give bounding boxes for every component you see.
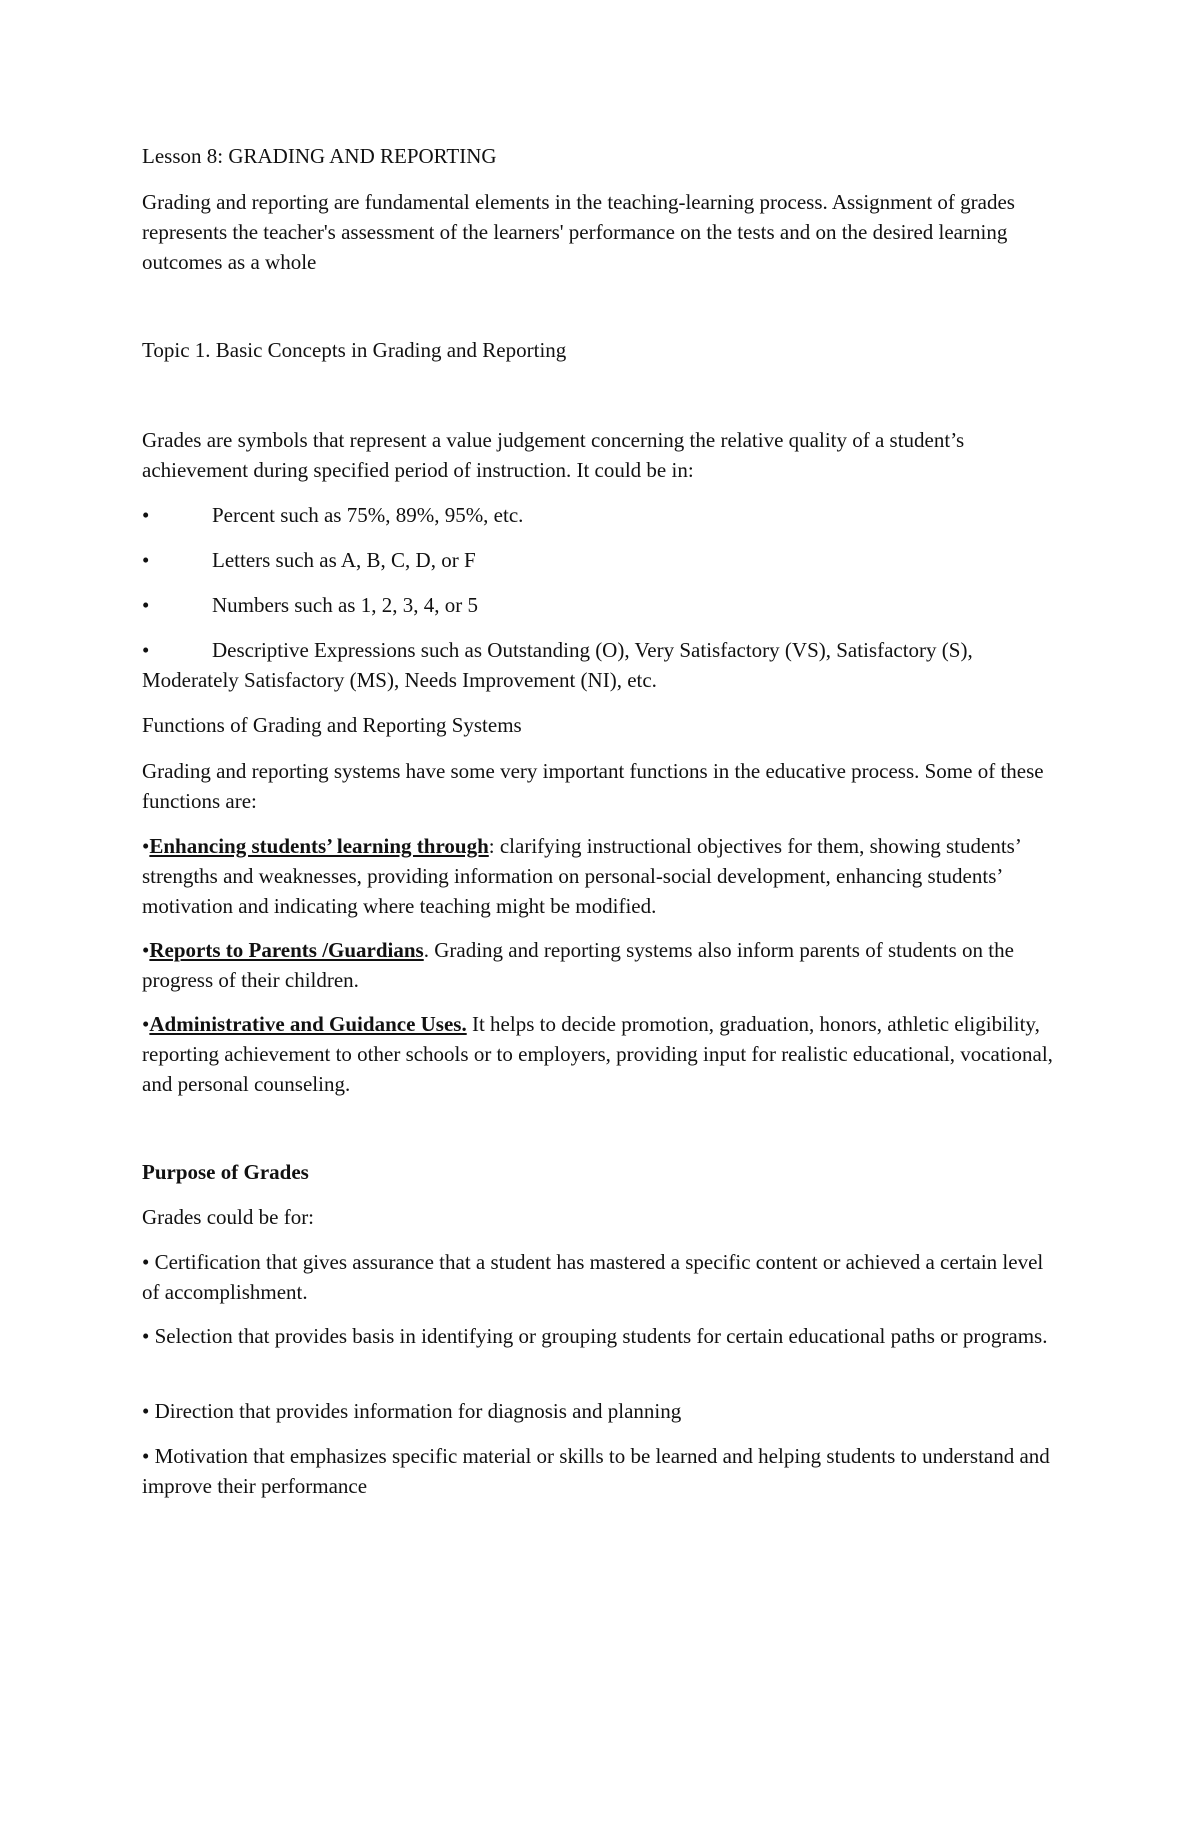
function-label: Enhancing students’ learning through bbox=[149, 834, 489, 858]
grade-form-item bbox=[142, 590, 1062, 620]
function-text: It helps to decide promotion, graduation, honors, athletic eligibility, reporting achievement to other schools or to employers, providing input for realistic educational, vocational, and personal counseling. bbox=[142, 1012, 1053, 1096]
function-text: : clarifying instructional objectives for them, showing students’ strengths and weaknesses, providing information on personal-social development, enhancing students’ motivation and indicating where teaching might be modified. bbox=[142, 834, 1021, 918]
bullet-icon: • bbox=[142, 638, 150, 662]
purpose-item: • Certification that gives assurance that a student has mastered a specific content or achieved a certain level of accomplishment. bbox=[142, 1250, 1044, 1304]
functions-heading: Functions of Grading and Reporting Systems bbox=[142, 713, 522, 737]
grade-form-text: Letters such as A, B, C, D, or F bbox=[212, 548, 476, 572]
bullet-icon: • bbox=[142, 938, 150, 962]
functions-intro-paragraph: Grading and reporting systems have some very important functions in the educative process. Some of these functions are: bbox=[142, 759, 1044, 813]
function-item bbox=[142, 935, 1062, 995]
function-item bbox=[142, 1009, 1062, 1099]
grade-form-item bbox=[142, 545, 1062, 575]
lesson-title: Lesson 8: GRADING AND REPORTING bbox=[142, 144, 497, 168]
function-item bbox=[142, 831, 1062, 921]
function-text: . Grading and reporting systems also inform parents of students on the progress of their children. bbox=[142, 938, 1014, 992]
function-label: Administrative and Guidance Uses. bbox=[149, 1012, 467, 1036]
purpose-item: • Direction that provides information for diagnosis and planning bbox=[142, 1399, 682, 1423]
grade-form-text: Numbers such as 1, 2, 3, 4, or 5 bbox=[212, 593, 478, 617]
grade-form-text: Percent such as 75%, 89%, 95%, etc. bbox=[212, 503, 524, 527]
purpose-intro: Grades could be for: bbox=[142, 1205, 315, 1229]
topic-heading: Topic 1. Basic Concepts in Grading and Reporting bbox=[142, 338, 567, 362]
purpose-heading: Purpose of Grades bbox=[142, 1160, 309, 1184]
intro-paragraph: Grading and reporting are fundamental elements in the teaching-learning process. Assignment of grades represents the teacher's assessment of the learners' performance on the tests and on the desired learning outcomes as a whole bbox=[142, 190, 1015, 274]
function-label: Reports to Parents /Guardians bbox=[149, 938, 424, 962]
bullet-icon: • bbox=[142, 593, 150, 617]
bullet-icon: • bbox=[142, 834, 150, 858]
grade-form-text: Descriptive Expressions such as Outstanding (O), Very Satisfactory (VS), Satisfactory (S), Moderately Satisfactory (MS), Needs Improvement (NI), etc. bbox=[142, 638, 973, 692]
grade-form-item bbox=[142, 500, 1062, 530]
grade-form-item bbox=[142, 635, 1062, 695]
purpose-item: • Selection that provides basis in identifying or grouping students for certain educational paths or programs. bbox=[142, 1324, 1048, 1348]
bullet-icon: • bbox=[142, 548, 150, 572]
bullet-icon: • bbox=[142, 503, 150, 527]
grades-definition-paragraph: Grades are symbols that represent a value judgement concerning the relative quality of a student’s achievement during specified period of instruction. It could be in: bbox=[142, 428, 965, 482]
purpose-item: • Motivation that emphasizes specific material or skills to be learned and helping students to understand and improve their performance bbox=[142, 1444, 1050, 1498]
bullet-icon: • bbox=[142, 1012, 150, 1036]
